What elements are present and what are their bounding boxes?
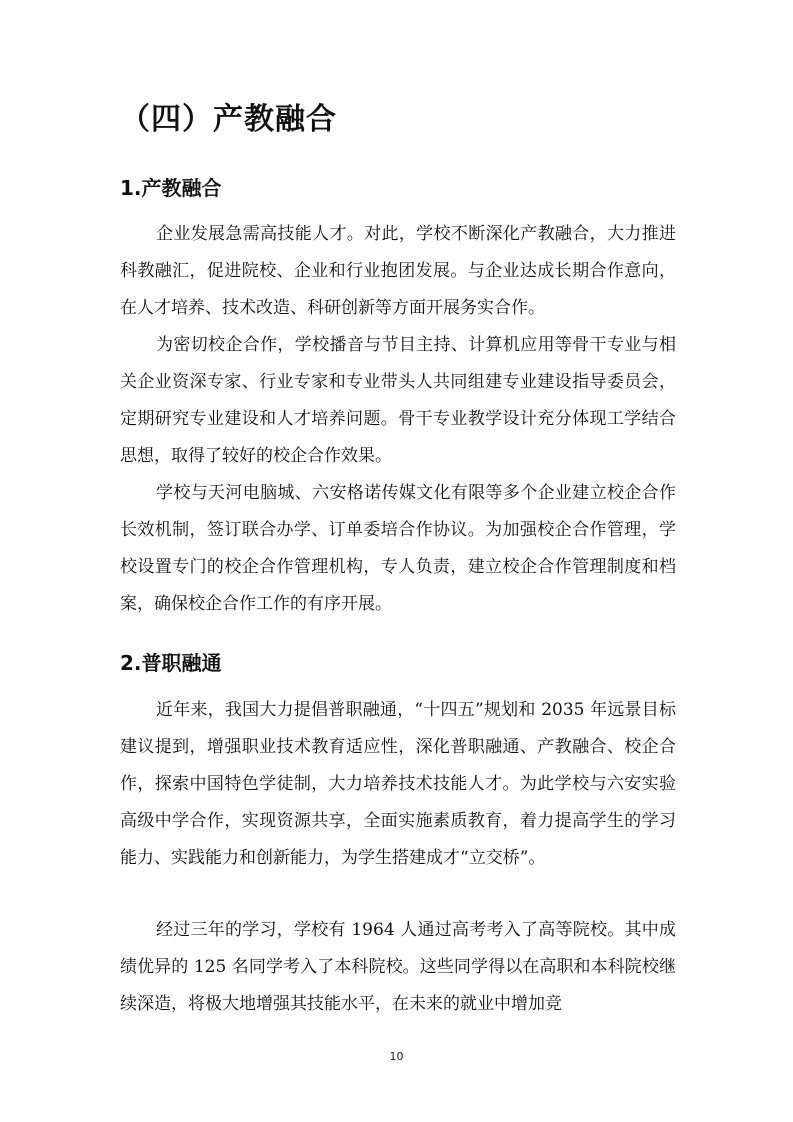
paragraph: 经过三年的学习，学校有 1964 人通过高考考入了高等院校。其中成绩优异的 125 名同学考入了本科院校。这些同学得以在高职和本科院校继续深造，将极大地增强其技能水平，在未来的就业中增加竞 [120,920,676,1014]
subsection-heading-general-vocational: 2.普职融通 [120,651,222,675]
page-number: 10 [389,1050,404,1063]
paragraph: 学校与天河电脑城、六安格诺传媒文化有限等多个企业建立校企合作长效机制，签订联合办学、订单委培合作协议。为加强校企合作管理，学校设置专门的校企合作管理机构，专人负责，建立校企合作管理制度和档案，确保校企合作工作的有序开展。 [120,483,676,614]
paragraph: 企业发展急需高技能人才。对此，学校不断深化产教融合，大力推进科教融汇，促进院校、企业和行业抱团发展。与企业达成长期合作意向，在人才培养、技术改造、科研创新等方面开展务实合作。 [120,224,676,318]
paragraph: 近年来，我国大力提倡普职融通，“十四五”规划和 2035 年远景目标建议提到，增强职业技术教育适应性，深化普职融通、产教融合、校企合作，探索中国特色学徒制，大力培养技术技能人才。为此学校与六安实验高级中学合作，实现资源共享，全面实施素质教育，着力提高学生的学习能力、实践能力和创新能力，为学生搭建成才“立交桥”。 [120,700,676,868]
subsection-heading-industry-education: 1.产教融合 [120,176,222,200]
paragraph: 为密切校企合作，学校播音与节目主持、计算机应用等骨干专业与相关企业资深专家、行业专家和专业带头人共同组建专业建设指导委员会，定期研究专业建设和人才培养问题。骨干专业教学设计充分体现工学结合思想，取得了较好的校企合作效果。 [120,335,676,466]
section-title: （四）产教融合 [120,102,337,137]
